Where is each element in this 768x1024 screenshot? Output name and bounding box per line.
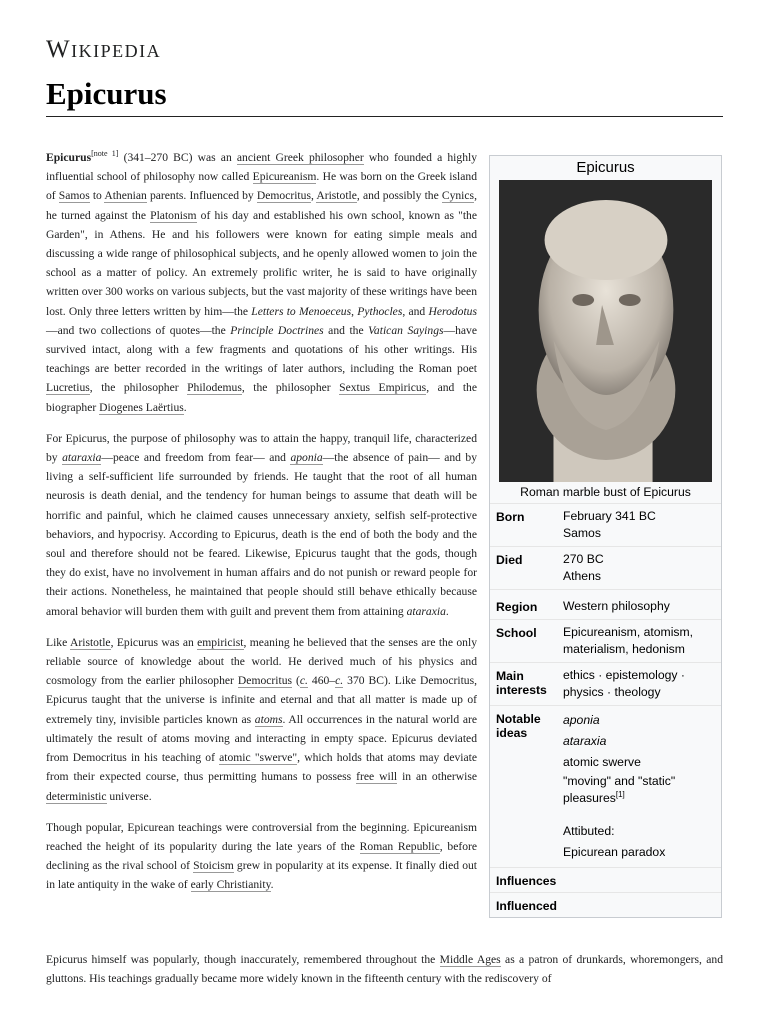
title-divider	[46, 116, 723, 117]
text-run: parents. Influenced by	[146, 189, 257, 203]
citation-note[interactable]: [note 1]	[91, 149, 119, 159]
idea-aponia[interactable]: aponia	[563, 713, 600, 727]
born-place: Samos	[563, 526, 601, 540]
wikipedia-logo[interactable]: Wikipedia	[46, 36, 162, 63]
text-run: to	[89, 189, 105, 203]
wiki-link[interactable]: Middle Ages	[439, 953, 501, 966]
text-run: universe.	[106, 789, 152, 803]
wiki-link[interactable]: Roman Republic	[359, 839, 440, 853]
text-run: , Epicurus was an	[110, 635, 198, 649]
text-run: , meaning he believed that the senses are the only reliable source of knowledge about the world. He derived much of his physics and cosmology from the earlier philosopher	[46, 635, 477, 688]
text-run: —peace and freedom from fear— and	[101, 451, 291, 465]
text-run: (341–270 BC) was an	[118, 151, 237, 164]
text-run: Herodotus	[428, 304, 477, 318]
died-label: Died	[496, 553, 523, 567]
text-run: grew in popularity at its expense. It finally died out in late antiquity in the wake of	[46, 859, 478, 892]
school-value-2: materialism, hedonism	[563, 642, 685, 656]
text-run: , and the biographer	[46, 381, 477, 414]
infobox-row-ideas	[490, 705, 721, 867]
wiki-link[interactable]: atomic "swerve"	[219, 751, 298, 765]
text-run: of his day and established his own school, known as "the Garden", in Athens. He and his followers were known for eating simple meals and discussing a wide range of philosophical subjects, and he openly allowed women to join the school as a matter of policy. An extremely prolific writer, he is said to have originally written over 300 works on various subjects, but the vast majority of these writings have been lost. Only three letters written by him—the	[46, 208, 477, 318]
text-run: .	[183, 400, 187, 414]
idea-attributed-label: Attibuted:	[563, 824, 615, 838]
infobox-row-interests	[490, 662, 721, 705]
wiki-link[interactable]: aponia	[290, 451, 323, 465]
idea-atomic-swerve[interactable]: atomic swerve	[563, 755, 641, 769]
influences-label[interactable]: Influences	[496, 874, 557, 888]
born-label: Born	[496, 510, 525, 524]
interests-label: Main interests	[496, 669, 547, 697]
text-run: ataraxia	[406, 604, 446, 618]
text-run: Epicurus	[46, 151, 92, 164]
wiki-link[interactable]: early Christianity	[190, 878, 271, 892]
article-body-fullwidth	[46, 950, 723, 988]
idea-pleasures-2: pleasures	[563, 791, 616, 805]
school-value-1: Epicureanism, atomism,	[563, 625, 694, 639]
wiki-link[interactable]: Democritus	[237, 674, 293, 688]
text-run: Vatican Sayings	[368, 323, 444, 337]
wiki-link[interactable]: Philodemus	[187, 381, 242, 395]
ideas-label: Notable ideas	[496, 712, 541, 740]
text-run: ,	[351, 304, 358, 318]
text-run: 460–	[307, 674, 336, 688]
infobox-row-influenced[interactable]	[490, 892, 721, 917]
text-run: , and possibly the	[356, 189, 442, 203]
interests-value-1: ethics · epistemology ·	[563, 668, 685, 682]
citation-1[interactable]: [1]	[615, 789, 625, 799]
text-run: .	[270, 878, 274, 892]
paragraph-3	[46, 633, 477, 806]
wiki-link[interactable]: deterministic	[46, 789, 107, 803]
text-run: , he turned against the	[46, 189, 477, 222]
text-run: ,	[310, 189, 317, 203]
born-date: February 341 BC	[563, 509, 656, 523]
wiki-link[interactable]: c.	[299, 674, 308, 688]
text-run: For Epicurus, the purpose of philosophy was to attain the happy, tranquil life, characterized by	[46, 431, 477, 465]
wiki-link[interactable]: Epicureanism	[252, 170, 317, 184]
wiki-link[interactable]: Lucretius	[46, 381, 90, 395]
infobox-row-region	[490, 589, 721, 619]
text-run: who founded a highly influential school of philosophy now called	[46, 151, 478, 184]
page-title: Epicurus	[46, 76, 167, 111]
school-label: School	[496, 626, 537, 640]
text-run: Though popular, Epicurean teachings were controversial from the beginning. Epicureanism reached the height of its popularity during the late years of the	[46, 820, 477, 853]
wiki-link[interactable]: empiricist	[197, 635, 244, 649]
text-run: , the philosopher	[241, 381, 340, 395]
text-run: Pythocles	[357, 304, 403, 318]
infobox-row-born	[490, 503, 721, 546]
wiki-link[interactable]: c.	[335, 674, 344, 688]
infobox-row-died	[490, 546, 721, 589]
text-run: Letters to Menoeceus	[251, 304, 352, 318]
text-run: Epicurus himself was popularly, though inaccurately, remembered throughout the	[46, 953, 440, 966]
text-run: —and two collections of quotes—the	[46, 323, 231, 337]
wiki-link[interactable]: Democritus	[256, 189, 311, 203]
text-run: , which holds that atoms may deviate from their expected course, thus permitting humans to possess	[46, 751, 477, 784]
paragraph-4	[46, 818, 477, 895]
bust-image[interactable]	[499, 180, 712, 482]
text-run: , and	[402, 304, 429, 318]
wiki-link[interactable]: Stoicism	[193, 859, 234, 873]
infobox	[489, 155, 722, 918]
wiki-link[interactable]: Aristotle	[69, 635, 111, 649]
text-run: as a patron of drunkards, whoremongers, and gluttons. His teachings gradually became more widely known in the fifteenth century with the rediscovery of	[46, 953, 723, 986]
text-run: Principle Doctrines	[230, 323, 324, 337]
region-value: Western philosophy	[563, 599, 670, 613]
wiki-link[interactable]: ancient Greek philosopher	[236, 151, 364, 164]
text-run: , the philosopher	[89, 381, 188, 395]
wiki-link[interactable]: Diogenes Laërtius	[99, 400, 184, 414]
article-body	[46, 148, 477, 907]
text-run: in an otherwise	[397, 770, 478, 784]
text-run: Like	[46, 635, 70, 649]
paragraph-1	[46, 148, 477, 417]
infobox-title: Epicurus	[576, 159, 635, 176]
wiki-link[interactable]: Athenian	[104, 189, 147, 203]
text-run: . He was born on the Greek island of	[46, 170, 477, 203]
paragraph-2	[46, 429, 477, 621]
text-run: .	[445, 604, 449, 618]
infobox-row-influences[interactable]	[490, 867, 721, 892]
text-run: , before declining as the rival school of	[46, 839, 478, 873]
text-run: —have survived intact, along with a few fragments and quotations of his other writings. His teachings are better recorded in the writings of later authors, including the Roman poet	[46, 323, 477, 376]
interests-value-2: physics · theology	[563, 685, 661, 699]
wiki-link[interactable]: Cynics	[441, 189, 475, 203]
died-date: 270 BC	[563, 552, 604, 566]
idea-epicurean-paradox[interactable]: Epicurean paradox	[563, 845, 666, 859]
wiki-link[interactable]: atoms	[254, 712, 283, 726]
region-label: Region	[496, 600, 538, 614]
text-run: . All occurrences in the natural world are ultimately the result of atoms moving and interacting in empty space. Epicurus deviated from Democritus in his teaching of	[46, 712, 477, 765]
text-run: (	[292, 674, 300, 688]
paragraph-5	[46, 950, 723, 988]
idea-ataraxia[interactable]: ataraxia	[563, 734, 607, 748]
infobox-row-school	[490, 619, 721, 662]
idea-pleasures-1: "moving" and "static"	[563, 774, 676, 788]
text-run: 370 BC). Like Democritus, Epicurus taught that the universe is infinite and eternal and that all matter is made up of extremely tiny, invisible particles known as	[46, 674, 477, 726]
wiki-link[interactable]: Samos	[58, 189, 90, 203]
wiki-link[interactable]: free will	[356, 770, 398, 784]
text-run: —the absence of pain— and by living a self-sufficient life surrounded by friends. He taught that the root of all human neurosis is death denial, and the tendency for human beings to assume that death will be horrific and painful, which he claimed causes unnecessary anxiety, selfish self-protective behaviors, and hypocrisy. According to Epicurus, death is the end of both the body and the soul and therefore should not be feared. Likewise, Epicurus taught that the gods, though they do exist, have no involvement in human affairs and do not punish or reward people for their actions. Nonetheless, he maintained that people should still behave ethically because amoral behavior will burden them with guilt and prevent them from attaining	[46, 451, 478, 618]
died-place: Athens	[563, 569, 601, 583]
wiki-link[interactable]: ataraxia	[62, 451, 102, 465]
text-run: and the	[323, 323, 369, 337]
wiki-link[interactable]: Aristotle	[316, 189, 357, 203]
bust-caption: Roman marble bust of Epicurus	[520, 485, 691, 499]
wiki-link[interactable]: Platonism	[150, 208, 197, 222]
influenced-label[interactable]: Influenced	[496, 899, 557, 913]
wiki-link[interactable]: Sextus Empiricus	[339, 381, 427, 395]
